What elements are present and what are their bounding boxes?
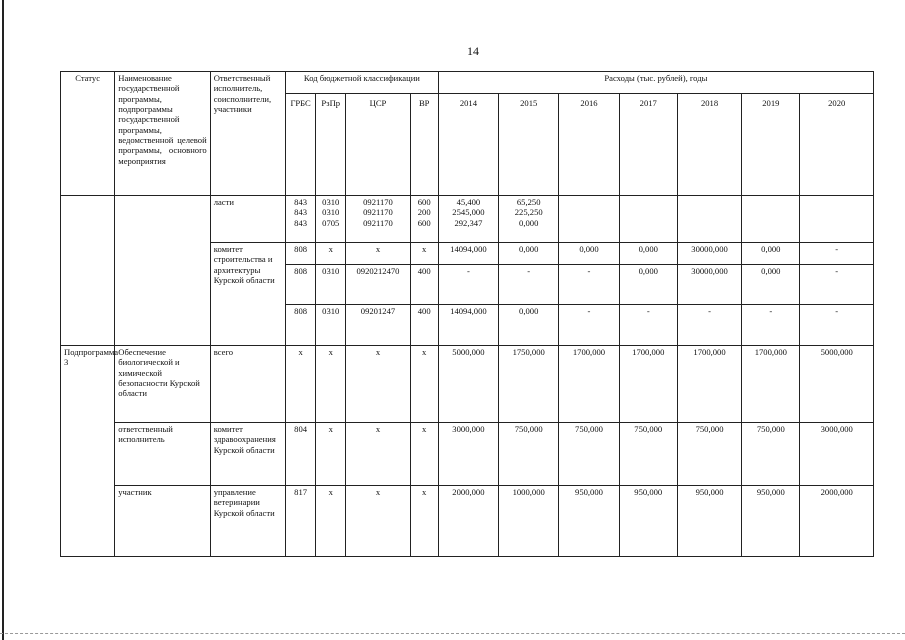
responsible-cell: комитет здравоохранения Курской области bbox=[210, 423, 285, 486]
value-2017-cell bbox=[619, 196, 677, 243]
header-expenses: Расходы (тыс. рублей), годы bbox=[438, 72, 873, 94]
value-2017-cell: 0,000 bbox=[619, 243, 677, 265]
name-cell: Обеспечение биологической и химической безопасности Курской области bbox=[115, 346, 210, 423]
csr-cell: 0921170 0921170 0921170 bbox=[346, 196, 410, 243]
value-2016-cell: 750,000 bbox=[559, 423, 619, 486]
rzpr-cell: 0310 bbox=[316, 265, 346, 305]
header-year-2015: 2015 bbox=[499, 94, 559, 196]
table-row bbox=[61, 486, 874, 557]
rzpr-cell: х bbox=[316, 486, 346, 557]
value-2020-cell bbox=[800, 196, 874, 243]
header-status: Статус bbox=[61, 72, 115, 196]
grbs-cell: 808 bbox=[286, 305, 316, 346]
value-2019-cell: 0,000 bbox=[742, 265, 800, 305]
status-cell bbox=[61, 196, 115, 346]
value-2018-cell: 30000,000 bbox=[677, 265, 741, 305]
value-2020-cell: 5000,000 bbox=[800, 346, 874, 423]
vr-cell: х bbox=[410, 243, 438, 265]
grbs-cell: 808 bbox=[286, 243, 316, 265]
table-row bbox=[61, 423, 874, 486]
value-2019-cell: 950,000 bbox=[742, 486, 800, 557]
value-2017-cell: - bbox=[619, 305, 677, 346]
bottom-scan-line bbox=[0, 633, 905, 634]
vr-cell: х bbox=[410, 346, 438, 423]
value-2017-cell: 0,000 bbox=[619, 265, 677, 305]
value-2019-cell: 1700,000 bbox=[742, 346, 800, 423]
csr-cell: х bbox=[346, 346, 410, 423]
value-2015-cell: 0,000 bbox=[499, 305, 559, 346]
value-2014-cell: 14094,000 bbox=[438, 243, 498, 265]
value-2018-cell: 750,000 bbox=[677, 423, 741, 486]
header-year-2016: 2016 bbox=[559, 94, 619, 196]
value-2020-cell: - bbox=[800, 305, 874, 346]
status-cell: Подпрограмма 3 bbox=[61, 346, 115, 557]
value-2019-cell: 750,000 bbox=[742, 423, 800, 486]
responsible-cell: комитет строительства и архитектуры Курской области bbox=[210, 243, 285, 346]
responsible-cell: всего bbox=[210, 346, 285, 423]
table-row bbox=[61, 196, 874, 243]
header-name: Наименование государственной программы, подпрограммы государственной программы, ведомственной целевой программы, основного мероприятия bbox=[115, 72, 210, 196]
value-2020-cell: 3000,000 bbox=[800, 423, 874, 486]
value-2014-cell: 3000,000 bbox=[438, 423, 498, 486]
value-2014-cell: 14094,000 bbox=[438, 305, 498, 346]
header-row-1 bbox=[61, 72, 874, 94]
grbs-cell: 804 bbox=[286, 423, 316, 486]
csr-cell: 09201247 bbox=[346, 305, 410, 346]
value-2015-cell: - bbox=[499, 265, 559, 305]
left-margin-line bbox=[2, 0, 4, 640]
header-year-2018: 2018 bbox=[677, 94, 741, 196]
value-2015-cell: 1000,000 bbox=[499, 486, 559, 557]
header-year-2014: 2014 bbox=[438, 94, 498, 196]
header-vr: ВР bbox=[410, 94, 438, 196]
grbs-cell: х bbox=[286, 346, 316, 423]
csr-cell: 0920212470 bbox=[346, 265, 410, 305]
rzpr-cell: х bbox=[316, 346, 346, 423]
value-2016-cell: - bbox=[559, 305, 619, 346]
name-cell: ответственный исполнитель bbox=[115, 423, 210, 486]
rzpr-cell: х bbox=[316, 243, 346, 265]
value-2015-cell: 0,000 bbox=[499, 243, 559, 265]
value-2017-cell: 1700,000 bbox=[619, 346, 677, 423]
value-2015-cell: 1750,000 bbox=[499, 346, 559, 423]
table-row bbox=[61, 346, 874, 423]
responsible-cell: ласти bbox=[210, 196, 285, 243]
value-2018-cell: 950,000 bbox=[677, 486, 741, 557]
value-2015-cell: 65,250 225,250 0,000 bbox=[499, 196, 559, 243]
budget-table bbox=[60, 71, 874, 557]
grbs-cell: 843 843 843 bbox=[286, 196, 316, 243]
value-2016-cell bbox=[559, 196, 619, 243]
grbs-cell: 808 bbox=[286, 265, 316, 305]
rzpr-cell: х bbox=[316, 423, 346, 486]
rzpr-cell: 0310 0310 0705 bbox=[316, 196, 346, 243]
value-2019-cell: - bbox=[742, 305, 800, 346]
value-2020-cell: 2000,000 bbox=[800, 486, 874, 557]
header-responsible: Ответственный исполнитель, соисполнители, участники bbox=[210, 72, 285, 196]
value-2016-cell: 950,000 bbox=[559, 486, 619, 557]
value-2016-cell: 1700,000 bbox=[559, 346, 619, 423]
vr-cell: 600 200 600 bbox=[410, 196, 438, 243]
vr-cell: 400 bbox=[410, 305, 438, 346]
value-2020-cell: - bbox=[800, 243, 874, 265]
vr-cell: х bbox=[410, 423, 438, 486]
value-2020-cell: - bbox=[800, 265, 874, 305]
rzpr-cell: 0310 bbox=[316, 305, 346, 346]
header-year-2017: 2017 bbox=[619, 94, 677, 196]
header-csr: ЦСР bbox=[346, 94, 410, 196]
value-2017-cell: 750,000 bbox=[619, 423, 677, 486]
grbs-cell: 817 bbox=[286, 486, 316, 557]
header-rzpr: РзПр bbox=[316, 94, 346, 196]
header-year-2019: 2019 bbox=[742, 94, 800, 196]
value-2017-cell: 950,000 bbox=[619, 486, 677, 557]
value-2014-cell: - bbox=[438, 265, 498, 305]
header-grbs: ГРБС bbox=[286, 94, 316, 196]
csr-cell: х bbox=[346, 486, 410, 557]
name-cell: участник bbox=[115, 486, 210, 557]
value-2018-cell bbox=[677, 196, 741, 243]
name-cell bbox=[115, 196, 210, 346]
header-year-2020: 2020 bbox=[800, 94, 874, 196]
responsible-cell: управление ветеринарии Курской области bbox=[210, 486, 285, 557]
vr-cell: х bbox=[410, 486, 438, 557]
value-2014-cell: 5000,000 bbox=[438, 346, 498, 423]
value-2015-cell: 750,000 bbox=[499, 423, 559, 486]
value-2016-cell: - bbox=[559, 265, 619, 305]
csr-cell: х bbox=[346, 243, 410, 265]
value-2018-cell: 1700,000 bbox=[677, 346, 741, 423]
vr-cell: 400 bbox=[410, 265, 438, 305]
value-2018-cell: 30000,000 bbox=[677, 243, 741, 265]
page-number: 14 bbox=[467, 44, 479, 58]
header-budget-code: Код бюджетной классификации bbox=[286, 72, 439, 94]
value-2019-cell bbox=[742, 196, 800, 243]
value-2014-cell: 45,400 2545,000 292,347 bbox=[438, 196, 498, 243]
value-2016-cell: 0,000 bbox=[559, 243, 619, 265]
csr-cell: х bbox=[346, 423, 410, 486]
value-2018-cell: - bbox=[677, 305, 741, 346]
value-2014-cell: 2000,000 bbox=[438, 486, 498, 557]
value-2019-cell: 0,000 bbox=[742, 243, 800, 265]
